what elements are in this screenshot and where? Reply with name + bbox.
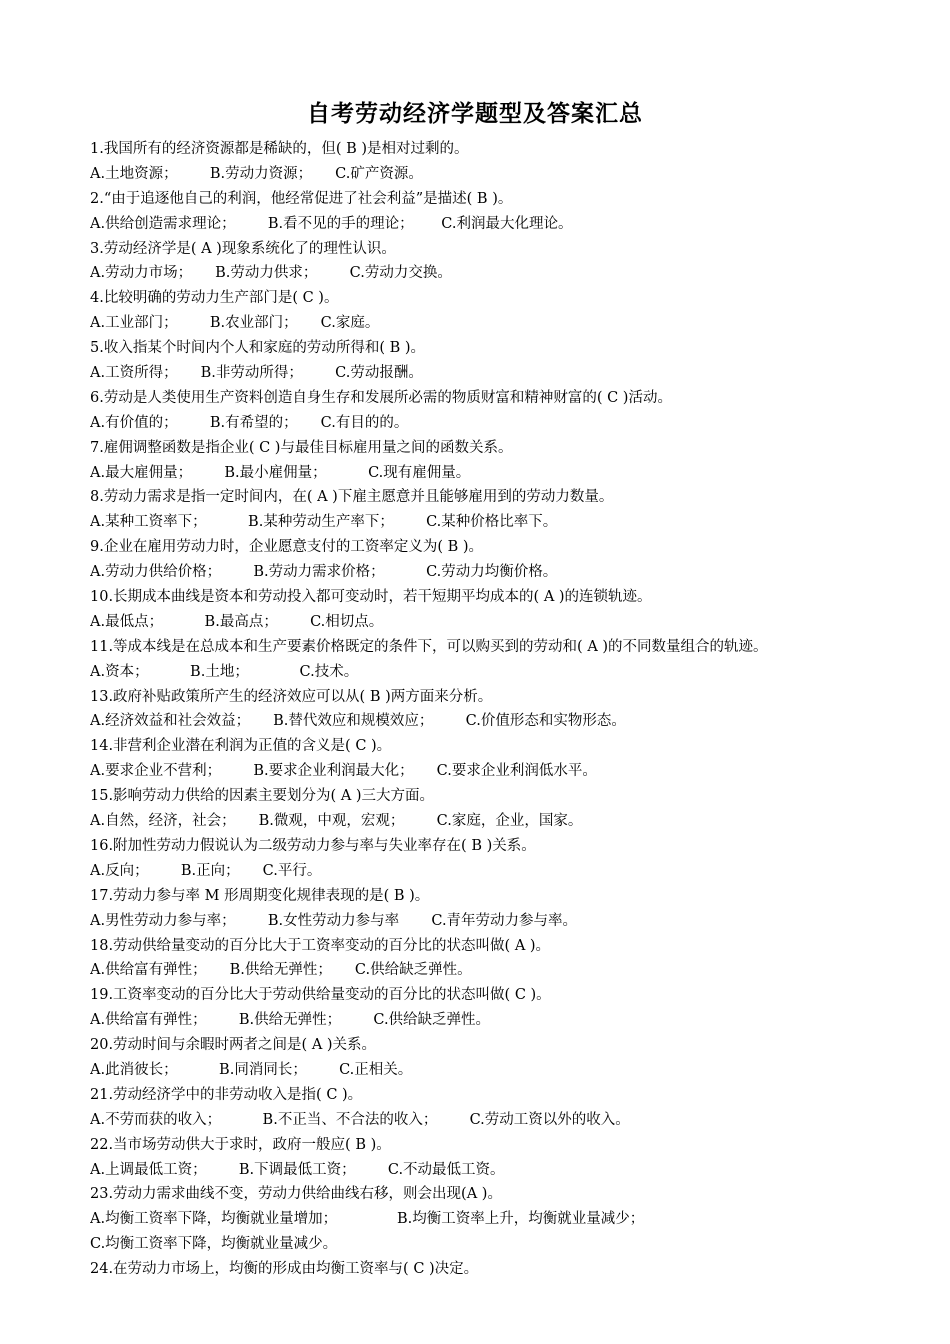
- text-line: 8.劳动力需求是指一定时间内，在( A )下雇主愿意并且能够雇用到的劳动力数量。: [90, 489, 614, 506]
- text-line: A.要求企业不营利； B.要求企业利润最大化； C.要求企业利润低水平。: [90, 763, 597, 780]
- text-line: 22.当市场劳动供大于求时，政府一般应( B )。: [90, 1136, 391, 1153]
- text-line: A.工业部门； B.农业部门； C.家庭。: [90, 315, 380, 332]
- text-line: 23.劳动力需求曲线不变，劳动力供给曲线右移，则会出现(A )。: [90, 1186, 502, 1203]
- text-line: 16.附加性劳动力假说认为二级劳动力参与率与失业率存在( B )关系。: [90, 837, 536, 854]
- text-line: A.均衡工资率下降，均衡就业量增加； B.均衡工资率上升，均衡就业量减少；: [90, 1211, 645, 1228]
- text-line: 10.长期成本曲线是资本和劳动投入都可变动时，若干短期平均成本的( A )的连锁轨迹。: [90, 589, 652, 606]
- text-line: 9.企业在雇用劳动力时，企业愿意支付的工资率定义为( B )。: [90, 539, 484, 556]
- text-line: A.反向； B.正向； C.平行。: [90, 862, 322, 879]
- text-line: 2.“由于追逐他自己的利润，他经常促进了社会利益”是描述( B )。: [90, 190, 513, 207]
- text-line: A.供给创造需求理论； B.看不见的手的理论； C.利润最大化理论。: [90, 215, 573, 232]
- text-line: 15.影响劳动力供给的因素主要划分为( A )三大方面。: [90, 788, 435, 805]
- text-line: A.供给富有弹性； B.供给无弹性； C.供给缺乏弹性。: [90, 962, 472, 979]
- text-line: 5.收入指某个时间内个人和家庭的劳动所得和( B )。: [90, 340, 426, 357]
- text-line: 4.比较明确的劳动力生产部门是( C )。: [90, 290, 339, 307]
- text-line: A.有价值的； B.有希望的； C.有目的的。: [90, 414, 409, 431]
- text-line: 7.雇佣调整函数是指企业( C )与最佳目标雇用量之间的函数关系。: [90, 439, 513, 456]
- text-line: 24.在劳动力市场上，均衡的形成由均衡工资率与( C )决定。: [90, 1261, 479, 1278]
- text-line: A.土地资源； B.劳动力资源； C.矿产资源。: [90, 165, 423, 182]
- text-line: 17.劳动力参与率 M 形周期变化规律表现的是( B )。: [90, 887, 430, 904]
- text-line: 14.非营利企业潜在利润为正值的含义是( C )。: [90, 738, 392, 755]
- text-line: A.最大雇佣量； B.最小雇佣量； C.现有雇佣量。: [90, 464, 471, 481]
- text-line: 21.劳动经济学中的非劳动收入是指( C )。: [90, 1086, 363, 1103]
- text-line: 3.劳动经济学是( A )现象系统化了的理性认识。: [90, 240, 396, 257]
- text-line: A.经济效益和社会效益； B.替代效应和规模效应； C.价值形态和实物形态。: [90, 713, 626, 730]
- document-body: [90, 137, 940, 1282]
- text-line: 19.工资率变动的百分比大于劳动供给量变动的百分比的状态叫做( C )。: [90, 987, 551, 1004]
- text-line: C.均衡工资率下降，均衡就业量减少。: [90, 1236, 338, 1253]
- text-line: A.资本； B.土地； C.技术。: [90, 663, 359, 680]
- text-line: A.工资所得； B.非劳动所得； C.劳动报酬。: [90, 365, 423, 382]
- text-line: A.此消彼长； B.同消同长； C.正相关。: [90, 1061, 413, 1078]
- text-line: A.自然，经济，社会； B.微观，中观，宏观； C.家庭，企业，国家。: [90, 813, 583, 830]
- text-line: A.最低点； B.最高点； C.相切点。: [90, 613, 384, 630]
- text-line: 11.等成本线是在总成本和生产要素价格既定的条件下，可以购买到的劳动和( A )的不同数量组合的轨迹。: [90, 638, 768, 655]
- text-line: 20.劳动时间与余暇时两者之间是( A )关系。: [90, 1037, 377, 1054]
- text-line: 13.政府补贴政策所产生的经济效应可以从( B )两方面来分析。: [90, 688, 493, 705]
- text-line: A.劳动力市场； B.劳动力供求； C.劳动力交换。: [90, 265, 452, 282]
- text-line: A.不劳而获的收入； B.不正当、不合法的收入； C.劳动工资以外的收入。: [90, 1111, 630, 1128]
- text-line: A.上调最低工资； B.下调最低工资； C.不动最低工资。: [90, 1161, 505, 1178]
- text-line: A.男性劳动力参与率； B.女性劳动力参与率 C.青年劳动力参与率。: [90, 912, 578, 929]
- document-title: 自考劳动经济学题型及答案汇总: [307, 101, 643, 127]
- text-line: A.某种工资率下； B.某种劳动生产率下； C.某种价格比率下。: [90, 514, 558, 531]
- text-line: 6.劳动是人类使用生产资料创造自身生存和发展所必需的物质财富和精神财富的( C )活动。: [90, 389, 672, 406]
- text-line: 1.我国所有的经济资源都是稀缺的，但( B )是相对过剩的。: [90, 141, 469, 157]
- text-line: A.劳动力供给价格； B.劳动力需求价格； C.劳动力均衡价格。: [90, 564, 558, 581]
- text-line: 18.劳动供给量变动的百分比大于工资率变动的百分比的状态叫做( A )。: [90, 937, 551, 954]
- text-line: A.供给富有弹性； B.供给无弹性； C.供给缺乏弹性。: [90, 1012, 491, 1029]
